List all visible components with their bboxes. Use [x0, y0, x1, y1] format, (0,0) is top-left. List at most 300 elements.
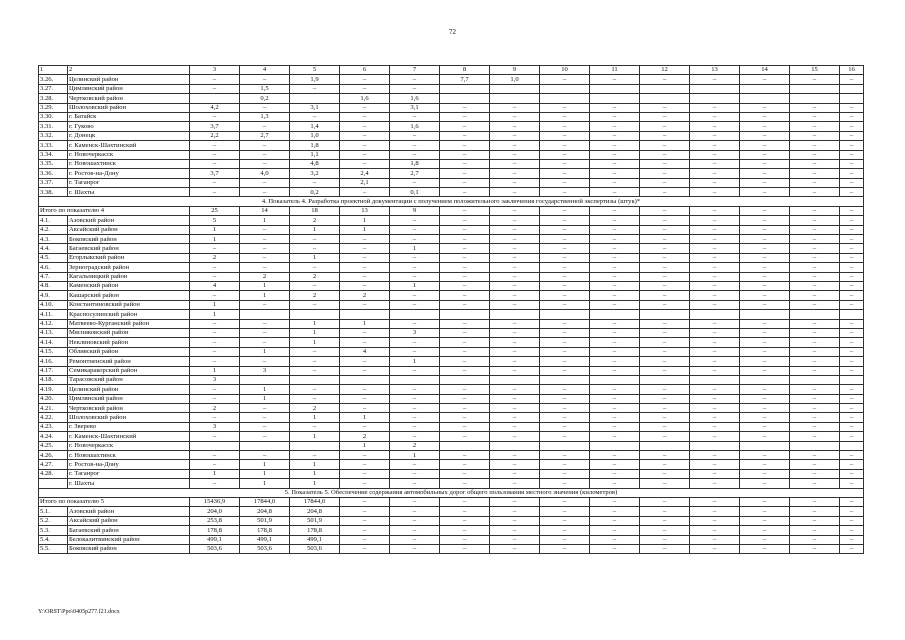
- value-cell: –: [440, 112, 490, 121]
- value-cell: –: [790, 432, 840, 441]
- value-cell: –: [640, 188, 690, 197]
- value-cell: 2: [390, 441, 440, 450]
- table-row: [39, 272, 864, 281]
- table-row: [39, 526, 864, 535]
- district-name-cell: Азовский район: [68, 216, 190, 225]
- row-number-cell: 4.8.: [39, 281, 68, 290]
- value-cell: –: [540, 188, 590, 197]
- value-cell: –: [640, 112, 690, 121]
- value-cell: –: [190, 291, 240, 300]
- value-cell: –: [790, 357, 840, 366]
- row-number-cell: 4.25.: [39, 441, 68, 450]
- value-cell: –: [840, 244, 864, 253]
- value-cell: –: [640, 131, 690, 140]
- value-cell: [640, 441, 690, 450]
- value-cell: –: [290, 300, 340, 309]
- value-cell: –: [390, 300, 440, 309]
- value-cell: –: [290, 235, 340, 244]
- value-cell: –: [390, 469, 440, 478]
- value-cell: 2: [290, 272, 340, 281]
- value-cell: –: [690, 516, 740, 525]
- value-cell: –: [690, 319, 740, 328]
- value-cell: –: [690, 526, 740, 535]
- section-title-row: [39, 197, 864, 206]
- district-name-cell: г. Гуково: [68, 122, 190, 131]
- value-cell: –: [690, 150, 740, 159]
- value-cell: –: [840, 263, 864, 272]
- value-cell: –: [540, 75, 590, 84]
- value-cell: –: [490, 188, 540, 197]
- table-row: [39, 310, 864, 319]
- value-cell: –: [840, 432, 864, 441]
- value-cell: –: [340, 150, 390, 159]
- value-cell: –: [640, 150, 690, 159]
- value-cell: –: [590, 516, 640, 525]
- value-cell: –: [440, 291, 490, 300]
- district-name-cell: Целинский район: [68, 385, 190, 394]
- value-cell: –: [340, 451, 390, 460]
- value-cell: –: [790, 479, 840, 488]
- value-cell: 1: [190, 300, 240, 309]
- value-cell: –: [290, 422, 340, 431]
- value-cell: –: [740, 544, 790, 553]
- value-cell: –: [590, 366, 640, 375]
- value-cell: [540, 441, 590, 450]
- total-value-cell: –: [440, 206, 490, 215]
- value-cell: –: [340, 159, 390, 168]
- value-cell: –: [640, 451, 690, 460]
- value-cell: –: [390, 291, 440, 300]
- value-cell: –: [590, 131, 640, 140]
- value-cell: [740, 310, 790, 319]
- value-cell: –: [190, 150, 240, 159]
- value-cell: –: [340, 357, 390, 366]
- table-row: [39, 413, 864, 422]
- total-value-cell: –: [490, 206, 540, 215]
- value-cell: –: [590, 159, 640, 168]
- value-cell: –: [540, 460, 590, 469]
- value-cell: –: [590, 178, 640, 187]
- value-cell: –: [490, 469, 540, 478]
- total-row: [39, 206, 864, 215]
- value-cell: –: [790, 385, 840, 394]
- value-cell: –: [790, 188, 840, 197]
- value-cell: –: [590, 432, 640, 441]
- value-cell: –: [790, 526, 840, 535]
- value-cell: –: [590, 188, 640, 197]
- table-row: [39, 75, 864, 84]
- value-cell: –: [190, 385, 240, 394]
- value-cell: [640, 375, 690, 384]
- value-cell: –: [190, 328, 240, 337]
- value-cell: –: [440, 357, 490, 366]
- value-cell: 1: [390, 281, 440, 290]
- value-cell: –: [840, 122, 864, 131]
- value-cell: –: [790, 112, 840, 121]
- row-number-cell: 3.35.: [39, 159, 68, 168]
- total-value-cell: –: [740, 497, 790, 506]
- value-cell: –: [340, 244, 390, 253]
- value-cell: –: [640, 263, 690, 272]
- value-cell: –: [490, 150, 540, 159]
- value-cell: –: [640, 535, 690, 544]
- value-cell: –: [440, 263, 490, 272]
- total-value-cell: 17844,0: [290, 497, 340, 506]
- value-cell: –: [740, 150, 790, 159]
- value-cell: [190, 441, 240, 450]
- table-row: [39, 347, 864, 356]
- value-cell: –: [590, 507, 640, 516]
- value-cell: –: [390, 235, 440, 244]
- table-row: [39, 385, 864, 394]
- value-cell: –: [640, 225, 690, 234]
- value-cell: –: [840, 451, 864, 460]
- value-cell: –: [640, 300, 690, 309]
- value-cell: –: [390, 394, 440, 403]
- district-name-cell: г. Каменск-Шахтинский: [68, 432, 190, 441]
- value-cell: 1: [290, 319, 340, 328]
- total-value-cell: –: [390, 497, 440, 506]
- value-cell: –: [790, 150, 840, 159]
- value-cell: [790, 84, 840, 93]
- table-row: [39, 375, 864, 384]
- value-cell: –: [490, 272, 540, 281]
- value-cell: –: [840, 103, 864, 112]
- value-cell: –: [440, 103, 490, 112]
- value-cell: –: [590, 225, 640, 234]
- value-cell: –: [590, 281, 640, 290]
- total-value-cell: –: [540, 497, 590, 506]
- table-row: [39, 112, 864, 121]
- value-cell: –: [840, 253, 864, 262]
- value-cell: –: [690, 75, 740, 84]
- total-value-cell: –: [790, 206, 840, 215]
- value-cell: –: [540, 394, 590, 403]
- value-cell: –: [740, 300, 790, 309]
- value-cell: –: [540, 169, 590, 178]
- value-cell: –: [790, 178, 840, 187]
- value-cell: [740, 84, 790, 93]
- total-value-cell: –: [690, 206, 740, 215]
- value-cell: –: [240, 141, 290, 150]
- table-row: [39, 122, 864, 131]
- value-cell: 1: [290, 338, 340, 347]
- total-value-cell: 14: [240, 206, 290, 215]
- value-cell: –: [690, 338, 740, 347]
- value-cell: –: [790, 159, 840, 168]
- row-number-cell: 4.1.: [39, 216, 68, 225]
- value-cell: –: [740, 404, 790, 413]
- value-cell: –: [790, 507, 840, 516]
- value-cell: –: [740, 516, 790, 525]
- value-cell: –: [740, 479, 790, 488]
- value-cell: –: [840, 385, 864, 394]
- value-cell: –: [840, 169, 864, 178]
- value-cell: –: [690, 432, 740, 441]
- value-cell: –: [440, 253, 490, 262]
- value-cell: –: [790, 422, 840, 431]
- value-cell: –: [540, 141, 590, 150]
- value-cell: –: [590, 347, 640, 356]
- value-cell: 5: [190, 216, 240, 225]
- value-cell: –: [290, 244, 340, 253]
- value-cell: –: [390, 507, 440, 516]
- district-name-cell: Багаевский район: [68, 526, 190, 535]
- table-row: [39, 225, 864, 234]
- value-cell: –: [540, 413, 590, 422]
- value-cell: [490, 84, 540, 93]
- value-cell: –: [790, 404, 840, 413]
- value-cell: –: [190, 347, 240, 356]
- value-cell: 3: [390, 328, 440, 337]
- value-cell: [390, 375, 440, 384]
- table-row: [39, 300, 864, 309]
- value-cell: –: [790, 235, 840, 244]
- value-cell: –: [640, 413, 690, 422]
- value-cell: –: [540, 347, 590, 356]
- row-number-cell: 3.29.: [39, 103, 68, 112]
- value-cell: –: [490, 507, 540, 516]
- value-cell: –: [790, 263, 840, 272]
- total-value-cell: 17844,0: [240, 497, 290, 506]
- value-cell: –: [590, 413, 640, 422]
- value-cell: –: [840, 347, 864, 356]
- row-number-cell: 4.10.: [39, 300, 68, 309]
- value-cell: –: [340, 404, 390, 413]
- value-cell: –: [740, 235, 790, 244]
- value-cell: –: [240, 244, 290, 253]
- value-cell: 1,1: [290, 150, 340, 159]
- value-cell: 1: [240, 281, 290, 290]
- table-row: [39, 432, 864, 441]
- value-cell: –: [690, 235, 740, 244]
- value-cell: –: [640, 103, 690, 112]
- value-cell: [440, 441, 490, 450]
- value-cell: [540, 94, 590, 103]
- column-number-cell: 16: [840, 66, 864, 75]
- value-cell: –: [490, 122, 540, 131]
- value-cell: 1: [340, 441, 390, 450]
- value-cell: –: [340, 300, 390, 309]
- value-cell: –: [640, 272, 690, 281]
- value-cell: –: [440, 535, 490, 544]
- value-cell: –: [390, 347, 440, 356]
- value-cell: –: [690, 272, 740, 281]
- value-cell: –: [540, 516, 590, 525]
- value-cell: –: [590, 469, 640, 478]
- section-title: 5. Показатель 5. Обеспечение содержания автомобильных дорог общего пользования местного значения (километров): [39, 488, 864, 497]
- value-cell: –: [190, 413, 240, 422]
- value-cell: –: [390, 544, 440, 553]
- value-cell: –: [840, 131, 864, 140]
- value-cell: 1,6: [390, 122, 440, 131]
- district-name-cell: г. Зверево: [68, 422, 190, 431]
- value-cell: –: [240, 319, 290, 328]
- value-cell: –: [740, 188, 790, 197]
- value-cell: –: [240, 150, 290, 159]
- value-cell: –: [790, 460, 840, 469]
- value-cell: –: [590, 526, 640, 535]
- district-name-cell: Кагальницкий район: [68, 272, 190, 281]
- value-cell: –: [590, 460, 640, 469]
- value-cell: –: [440, 328, 490, 337]
- value-cell: –: [690, 535, 740, 544]
- district-name-cell: г. Новошахтинск: [68, 159, 190, 168]
- value-cell: 2: [340, 432, 390, 441]
- row-number-cell: 4.5.: [39, 253, 68, 262]
- value-cell: [590, 310, 640, 319]
- value-cell: –: [340, 479, 390, 488]
- value-cell: 1: [290, 328, 340, 337]
- district-name-cell: Матвеево-Курганский район: [68, 319, 190, 328]
- value-cell: –: [840, 413, 864, 422]
- value-cell: –: [190, 272, 240, 281]
- value-cell: –: [340, 460, 390, 469]
- value-cell: [490, 375, 540, 384]
- value-cell: –: [290, 451, 340, 460]
- value-cell: –: [840, 469, 864, 478]
- total-value-cell: –: [690, 497, 740, 506]
- table-row: [39, 141, 864, 150]
- value-cell: 1,0: [290, 131, 340, 140]
- value-cell: –: [340, 75, 390, 84]
- value-cell: –: [640, 366, 690, 375]
- total-value-cell: –: [540, 206, 590, 215]
- value-cell: –: [840, 535, 864, 544]
- value-cell: –: [690, 281, 740, 290]
- value-cell: –: [740, 338, 790, 347]
- table-row: [39, 178, 864, 187]
- value-cell: 503,6: [240, 544, 290, 553]
- value-cell: –: [240, 159, 290, 168]
- district-name-cell: Боковский район: [68, 235, 190, 244]
- value-cell: –: [590, 272, 640, 281]
- total-value-cell: –: [840, 497, 864, 506]
- value-cell: 1: [190, 235, 240, 244]
- district-name-cell: Цимлянский район: [68, 394, 190, 403]
- row-number-cell: 5.2.: [39, 516, 68, 525]
- value-cell: –: [290, 357, 340, 366]
- value-cell: –: [640, 338, 690, 347]
- value-cell: [790, 441, 840, 450]
- value-cell: –: [190, 451, 240, 460]
- value-cell: –: [340, 141, 390, 150]
- value-cell: –: [190, 479, 240, 488]
- value-cell: –: [690, 385, 740, 394]
- column-number-cell: 4: [240, 66, 290, 75]
- value-cell: –: [240, 103, 290, 112]
- value-cell: –: [640, 281, 690, 290]
- value-cell: –: [190, 75, 240, 84]
- value-cell: –: [240, 178, 290, 187]
- value-cell: –: [590, 291, 640, 300]
- value-cell: –: [190, 319, 240, 328]
- value-cell: –: [490, 141, 540, 150]
- value-cell: [640, 310, 690, 319]
- value-cell: –: [540, 263, 590, 272]
- row-number-cell: 4.24.: [39, 432, 68, 441]
- value-cell: –: [640, 469, 690, 478]
- value-cell: –: [690, 357, 740, 366]
- total-value-cell: 15436,9: [190, 497, 240, 506]
- table-row: [39, 394, 864, 403]
- value-cell: –: [490, 112, 540, 121]
- value-cell: 2: [190, 253, 240, 262]
- value-cell: –: [540, 469, 590, 478]
- value-cell: –: [840, 235, 864, 244]
- value-cell: –: [740, 507, 790, 516]
- value-cell: –: [690, 366, 740, 375]
- header-row: [39, 66, 864, 75]
- total-label-cell: Итого по показателю 5: [39, 497, 190, 506]
- value-cell: –: [340, 253, 390, 262]
- value-cell: –: [790, 122, 840, 131]
- value-cell: –: [390, 460, 440, 469]
- value-cell: 1,0: [490, 75, 540, 84]
- value-cell: –: [540, 281, 590, 290]
- value-cell: [740, 375, 790, 384]
- value-cell: –: [390, 84, 440, 93]
- value-cell: –: [490, 516, 540, 525]
- page-number: 72: [449, 28, 456, 36]
- value-cell: [440, 375, 490, 384]
- total-value-cell: 13: [340, 206, 390, 215]
- value-cell: –: [840, 112, 864, 121]
- value-cell: –: [790, 347, 840, 356]
- district-name-cell: г. Таганрог: [68, 178, 190, 187]
- value-cell: –: [440, 469, 490, 478]
- row-number-cell: 4.17.: [39, 366, 68, 375]
- value-cell: –: [740, 141, 790, 150]
- value-cell: 1: [240, 216, 290, 225]
- value-cell: [840, 375, 864, 384]
- table-row: [39, 338, 864, 347]
- value-cell: –: [640, 244, 690, 253]
- value-cell: –: [590, 141, 640, 150]
- value-cell: –: [640, 422, 690, 431]
- table-row: [39, 216, 864, 225]
- value-cell: 1: [240, 460, 290, 469]
- row-number-cell: 3.26.: [39, 75, 68, 84]
- value-cell: –: [690, 469, 740, 478]
- value-cell: 501,9: [240, 516, 290, 525]
- section-title-row: [39, 488, 864, 497]
- value-cell: –: [390, 141, 440, 150]
- value-cell: [440, 310, 490, 319]
- column-number-cell: 8: [440, 66, 490, 75]
- value-cell: –: [240, 422, 290, 431]
- value-cell: 503,6: [190, 544, 240, 553]
- value-cell: –: [390, 516, 440, 525]
- value-cell: 0,1: [390, 188, 440, 197]
- value-cell: [290, 375, 340, 384]
- value-cell: [590, 84, 640, 93]
- value-cell: –: [340, 84, 390, 93]
- district-name-cell: Аксайский район: [68, 516, 190, 525]
- value-cell: 1: [290, 225, 340, 234]
- value-cell: –: [740, 159, 790, 168]
- value-cell: –: [490, 216, 540, 225]
- value-cell: –: [640, 178, 690, 187]
- value-cell: –: [540, 131, 590, 140]
- value-cell: [340, 310, 390, 319]
- value-cell: –: [640, 516, 690, 525]
- value-cell: [690, 310, 740, 319]
- value-cell: –: [340, 535, 390, 544]
- total-value-cell: 25: [190, 206, 240, 215]
- value-cell: –: [640, 216, 690, 225]
- value-cell: –: [590, 385, 640, 394]
